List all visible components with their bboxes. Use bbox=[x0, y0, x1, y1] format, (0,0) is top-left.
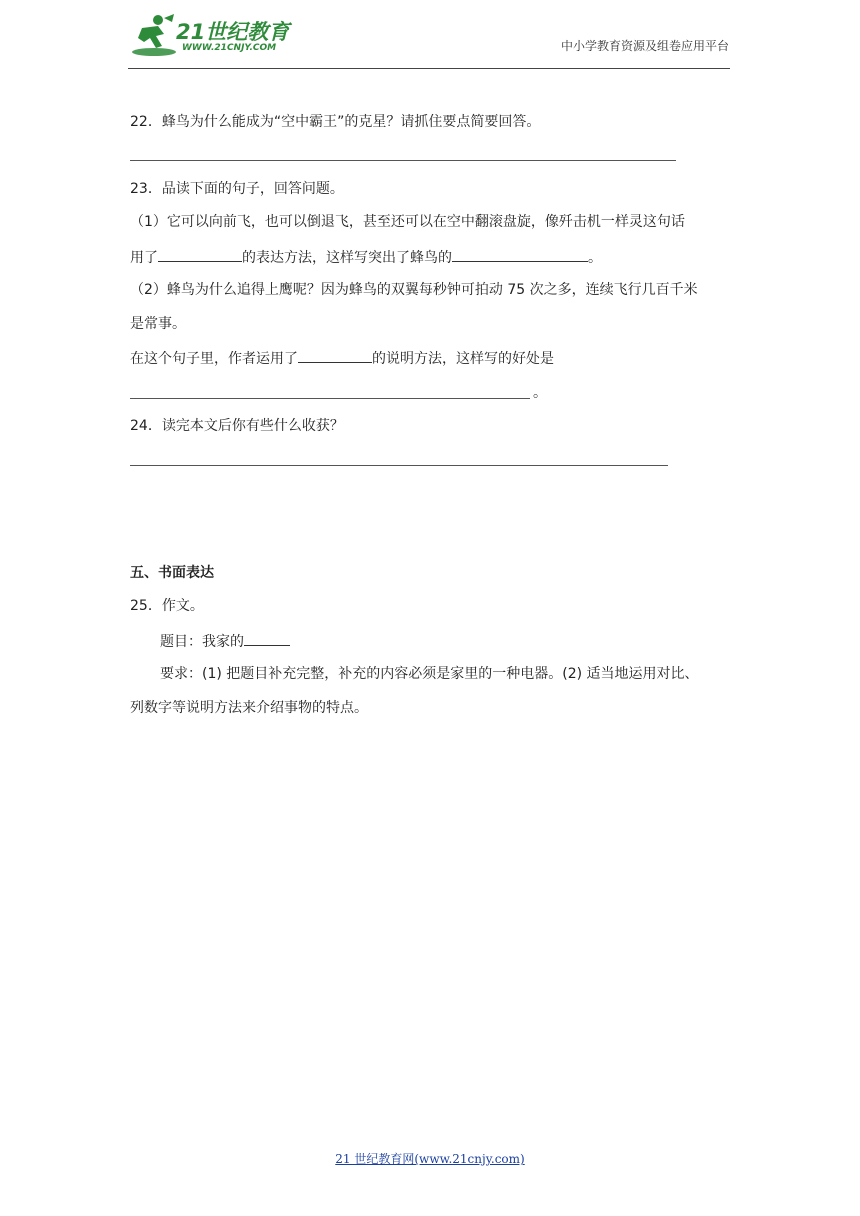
logo-text: 21世纪教育 bbox=[176, 20, 290, 44]
q23-blank-method[interactable] bbox=[298, 348, 372, 363]
q23-part1-text-b: 的表达方法，这样写突出了蜂鸟的 bbox=[242, 250, 452, 266]
essay-topic-label: 题目：我家的 bbox=[160, 634, 244, 650]
q23-part2-line3 bbox=[130, 348, 554, 368]
answer-line-24[interactable] bbox=[130, 465, 668, 466]
q23-part2-line2: 是常事。 bbox=[130, 316, 186, 332]
q23-blank-benefit[interactable] bbox=[130, 398, 530, 399]
q23-part2-line1: （2）蜂鸟为什么追得上鹰呢？因为蜂鸟的双翼每秒钟可拍动 75 次之多，连续飞行几百千米 bbox=[130, 282, 698, 298]
q23-part1-text-a: 用了 bbox=[130, 250, 158, 266]
question-22: 22．蜂鸟为什么能成为“空中霸王”的克星？请抓住要点简要回答。 bbox=[130, 114, 541, 130]
q23-blank-feature[interactable] bbox=[452, 247, 588, 262]
q23-part1-line1: （1）它可以向前飞，也可以倒退飞，甚至还可以在空中翻滚盘旋，像歼击机一样灵这句话 bbox=[130, 214, 685, 230]
page-footer bbox=[0, 1150, 860, 1167]
question-23: 23．品读下面的句子，回答问题。 bbox=[130, 181, 344, 197]
q23-part2-text-a: 在这个句子里，作者运用了 bbox=[130, 351, 298, 367]
essay-requirement-line2: 列数字等说明方法来介绍事物的特点。 bbox=[130, 700, 368, 716]
essay-topic bbox=[160, 631, 290, 651]
essay-topic-blank[interactable] bbox=[244, 631, 290, 646]
runner-logo-icon bbox=[128, 12, 176, 58]
question-25: 25．作文。 bbox=[130, 598, 204, 614]
q23-blank-expression[interactable] bbox=[158, 247, 242, 262]
site-logo[interactable] bbox=[128, 12, 298, 58]
q23-part1-line2 bbox=[130, 247, 602, 267]
header-divider bbox=[128, 68, 730, 69]
question-24: 24．读完本文后你有些什么收获？ bbox=[130, 418, 344, 434]
logo-url: WWW.21CNJY.COM bbox=[182, 43, 277, 53]
footer-link[interactable]: 21 世纪教育网(www.21cnjy.com) bbox=[335, 1152, 525, 1166]
q23-part2-end: 。 bbox=[533, 385, 547, 401]
q23-part1-text-c: 。 bbox=[588, 250, 602, 266]
answer-line-22[interactable] bbox=[130, 160, 676, 161]
section-heading: 五、书面表达 bbox=[130, 565, 214, 581]
site-caption: 中小学教育资源及组卷应用平台 bbox=[560, 39, 729, 53]
essay-requirement-line1: 要求：(1) 把题目补充完整，补充的内容必须是家里的一种电器。(2) 适当地运用对比、 bbox=[160, 666, 699, 682]
q23-part2-text-b: 的说明方法，这样写的好处是 bbox=[372, 351, 554, 367]
